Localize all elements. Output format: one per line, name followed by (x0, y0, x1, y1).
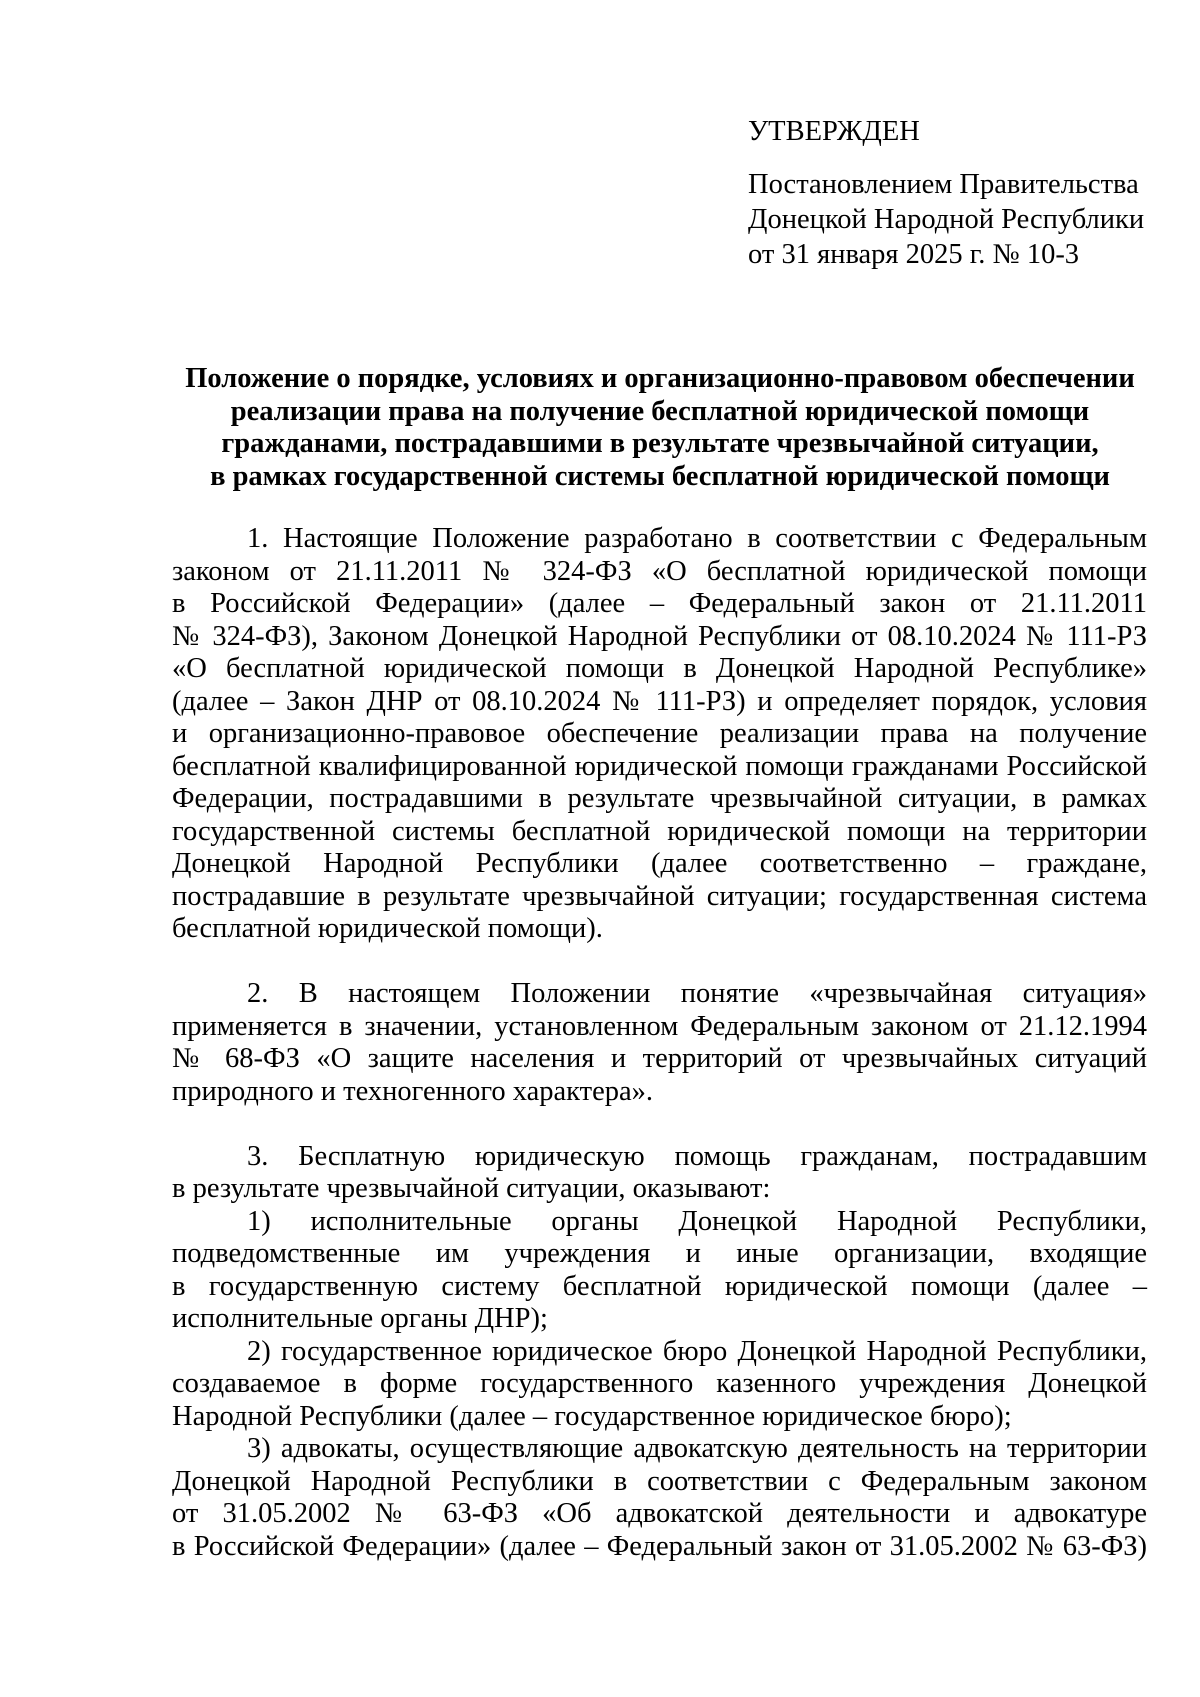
text-line: бесплатной юридической помощи). (172, 913, 603, 944)
paragraph-gap (172, 946, 1147, 979)
text-line: и организационно-правовое обеспечение реализации права на получение (172, 718, 1147, 749)
text-line: пострадавшие в результате чрезвычайной ситуации; государственная система (172, 880, 1147, 912)
text-line: № 324-ФЗ), Законом Донецкой Народной Республики от 08.10.2024 № 111-РЗ (172, 620, 1147, 652)
text-line: 3. Бесплатную юридическую помощь гражданам, пострадавшим (247, 1140, 1147, 1172)
text-line: законом от 21.11.2011 № 324-ФЗ «О бесплатной юридической помощи (172, 555, 1147, 587)
text-line: № 68-ФЗ «О защите населения и территорий от чрезвычайных ситуаций (172, 1043, 1147, 1074)
text-line: исполнительные органы ДНР); (172, 1303, 548, 1334)
paragraph-1 (172, 523, 1147, 946)
text-line: бесплатной квалифицированной юридической помощи гражданами Российской (172, 750, 1147, 782)
approval-line: от 31 января 2025 г. № 10-3 (748, 239, 1080, 270)
list-item-1 (172, 1206, 1147, 1336)
text-line: Донецкой Народной Республики в соответствии с Федеральным законом (172, 1465, 1147, 1497)
text-line: Донецкой Народной Республики (далее соответственно – граждане, (172, 848, 1147, 879)
text-line: (далее – Закон ДНР от 08.10.2024 № 111-РЗ) и определяет порядок, условия (172, 685, 1147, 717)
list-item-3 (172, 1433, 1147, 1563)
paragraph-2 (172, 978, 1147, 1108)
text-line: Народной Республики (далее – государственное юридическое бюро); (172, 1400, 1012, 1432)
text-line: в результате чрезвычайной ситуации, оказывают: (172, 1173, 771, 1204)
approval-block (748, 114, 1168, 272)
text-line: 1) исполнительные органы Донецкой Народной Республики, (247, 1205, 1147, 1237)
text-line: Федерации, пострадавшими в результате чрезвычайной ситуации, в рамках (172, 783, 1147, 814)
title-line: реализации права на получение бесплатной юридической помощи (230, 395, 1090, 427)
list-item-2 (172, 1336, 1147, 1434)
text-line: от 31.05.2002 № 63-ФЗ «Об адвокатской деятельности и адвокатуре (172, 1498, 1147, 1529)
title-line: гражданами, пострадавшими в результате чрезвычайной ситуации, (221, 428, 1099, 459)
text-line: природного и техногенного характера». (172, 1075, 653, 1107)
text-line: государственной системы бесплатной юридической помощи на территории (172, 815, 1147, 847)
text-line: подведомственные им учреждения и иные организации, входящие (172, 1238, 1147, 1269)
text-line: применяется в значении, установленном Федеральным законом от 21.12.1994 (172, 1010, 1147, 1042)
text-line: в Российской Федерации» (далее – Федеральный закон от 31.05.2002 № 63-ФЗ) (172, 1530, 1147, 1562)
document-body (172, 523, 1147, 1563)
text-line: 3) адвокаты, осуществляющие адвокатскую деятельность на территории (247, 1433, 1147, 1464)
title-line: Положение о порядке, условиях и организационно-правовом обеспечении (185, 363, 1135, 394)
approval-stamp: УТВЕРЖДЕН (748, 116, 920, 147)
text-line: создаваемое в форме государственного казенного учреждения Донецкой (172, 1368, 1147, 1399)
text-line: в Российской Федерации» (далее – Федеральный закон от 21.11.2011 (172, 588, 1147, 619)
approval-line: Постановлением Правительства (748, 169, 1139, 200)
approval-line: Донецкой Народной Республики (748, 204, 1145, 235)
paragraph-gap (172, 1108, 1147, 1141)
text-line: «О бесплатной юридической помощи в Донецкой Народной Республике» (172, 653, 1147, 684)
text-line: 1. Настоящие Положение разработано в соответствии с Федеральным (247, 523, 1147, 554)
document-title (160, 363, 1160, 493)
text-line: 2) государственное юридическое бюро Донецкой Народной Республики, (247, 1335, 1147, 1367)
paragraph-3 (172, 1141, 1147, 1206)
title-line: в рамках государственной системы бесплатной юридической помощи (210, 460, 1110, 492)
text-line: 2. В настоящем Положении понятие «чрезвычайная ситуация» (247, 978, 1147, 1009)
text-line: в государственную систему бесплатной юридической помощи (далее – (172, 1270, 1147, 1302)
